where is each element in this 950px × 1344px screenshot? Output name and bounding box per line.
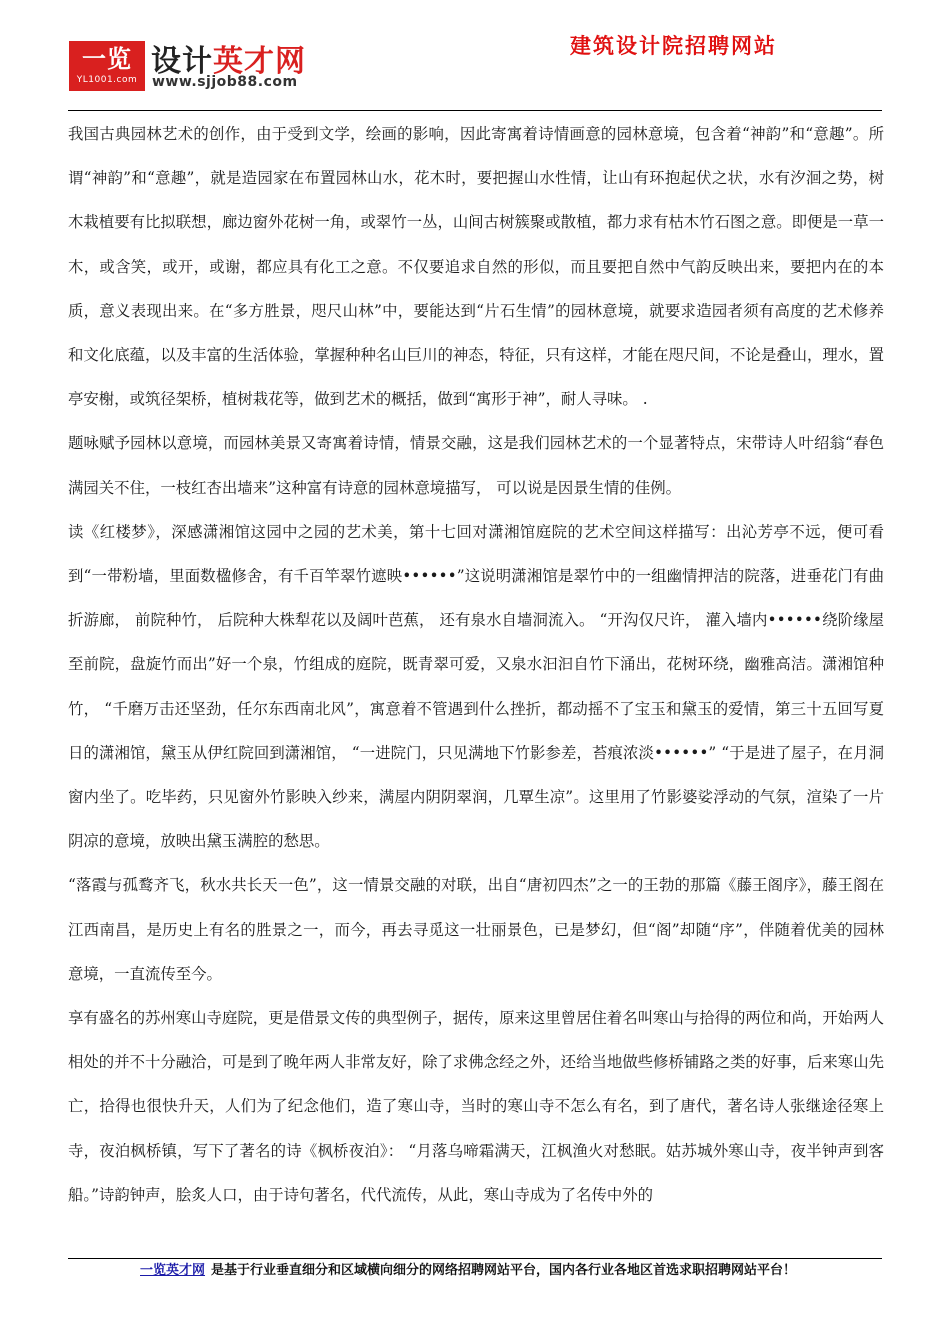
header-divider — [68, 110, 882, 111]
logo[interactable] — [69, 41, 145, 91]
paragraph: 享有盛名的苏州寒山寺庭院，更是借景文传的典型例子，据传，原来这里曾居住着名叫寒山与拾得的两位和尚，开始两人相处的并不十分融洽，可是到了晚年两人非常友好，除了求佛念经之外，还给当地做些修桥铺路之类的好事，后来寒山先亡，拾得也很快升天，人们为了纪念他们，造了寒山寺，当时的寒山寺不怎么有名，到了唐代，著名诗人张继途径寒上寺，夜泊枫桥镇，写下了著名的诗《枫桥夜泊》： “月落乌啼霜满天，江枫渔火对愁眠。姑苏城外寒山寺，夜半钟声到客船。”诗韵钟声，脍炙人口，由于诗句著名，代代流传，从此，寒山寺成为了名传中外的 — [68, 1009, 884, 1204]
paragraph: “落霞与孤鹜齐飞，秋水共长天一色”，这一情景交融的对联，出自“唐初四杰”之一的王勃的那篇《藤王阁序》，藤王阁在江西南昌，是历史上有名的胜景之一，而今，再去寻觅这一壮丽景色，已是梦幻，但“阁”却随“序”，伴随着优美的园林意境，一直流传至今。 — [68, 876, 884, 983]
footer-link[interactable]: 一览英才网 — [140, 1263, 206, 1278]
paragraph: 题咏赋予园林以意境，而园林美景又寄寓着诗情，情景交融，这是我们园林艺术的一个显著特点，宋带诗人叶绍翁“春色满园关不住，一枝红杏出墙来”这种富有诗意的园林意境描写， 可以说是因景生情的佳例。 — [68, 434, 884, 497]
logo-text: 一览 — [82, 45, 132, 73]
site-url[interactable]: www.sjjob88.com — [152, 74, 298, 90]
brand-accent: 英才网 — [213, 44, 306, 79]
paragraph: 我国古典园林艺术的创作，由于受到文学，绘画的影响，因此寄寓着诗情画意的园林意境，包含着“神韵”和“意趣”。所谓“神韵”和“意趣”，就是造园家在布置园林山水，花木时，要把握山水性情，让山有环抱起伏之状，水有汐洄之势，树木栽植要有比拟联想，廊边窗外花树一角，或翠竹一丛，山间古树簇聚或散植，都力求有枯木竹石图之意。即便是一草一木，或含笑，或开，或谢，都应具有化工之意。不仅要追求自然的形似，而且要把自然中气韵反映出来，要把内在的本质，意义表现出来。在“多方胜景，咫尺山林”中，要能达到“片石生情”的园林意境，就要求造园者须有高度的艺术修养和文化底蕴，以及丰富的生活体验，掌握种种名山巨川的神态，特征，只有这样，才能在咫尺间，不论是叠山，理水，置亭安榭，或筑径架桥，植树栽花等，做到艺术的概括，做到“寓形于神”，耐人寻味。 . — [68, 125, 884, 409]
site-title: 建筑设计院招聘网站 — [570, 33, 777, 58]
footer-divider — [68, 1258, 882, 1259]
footer-tagline: 是基于行业垂直细分和区域横向细分的网络招聘网站平台，国内各行业各地区首选求职招聘网站平台！ — [211, 1263, 797, 1278]
logo-domain: YL1001.com — [76, 75, 138, 85]
page-footer — [140, 1262, 796, 1280]
article-body — [68, 112, 884, 1217]
brand-main: 设计 — [151, 44, 213, 79]
paragraph: 读《红楼梦》，深感潇湘馆这园中之园的艺术美，第十七回对潇湘馆庭院的艺术空间这样描写：出沁芳亭不远，便可看到“一带粉墙，里面数楹修舍，有千百竿翠竹遮映••••••”这说明潇湘馆是翠竹中的一组幽情押洁的院落，进垂花门有曲折游廊， 前院种竹， 后院种大株犁花以及阔叶芭蕉， 还有泉水自墙洞流入。 “开沟仅尺许， 灌入墙内••••••绕阶缘屋至前院，盘旋竹而出”好一个泉，竹组成的庭院，既青翠可爱，又泉水汩汩自竹下涌出，花树环绕，幽雅高洁。潇湘馆种竹， “千磨万击还坚劲，任尔东西南北风”，寓意着不管遇到什么挫折，都动摇不了宝玉和黛玉的爱情，第三十五回写夏日的潇湘馆，黛玉从伊红院回到潇湘馆， “一进院门，只见满地下竹影参差，苔痕浓淡••••••” “于是进了屋子，在月洞窗内坐了。吃毕药，只见窗外竹影映入纱来，满屋内阴阴翠润，几覃生凉”。这里用了竹影婆娑浮动的气氛，渲染了一片阴凉的意境，放映出黛玉满腔的愁思。 — [68, 522, 884, 851]
page-header — [0, 0, 950, 112]
